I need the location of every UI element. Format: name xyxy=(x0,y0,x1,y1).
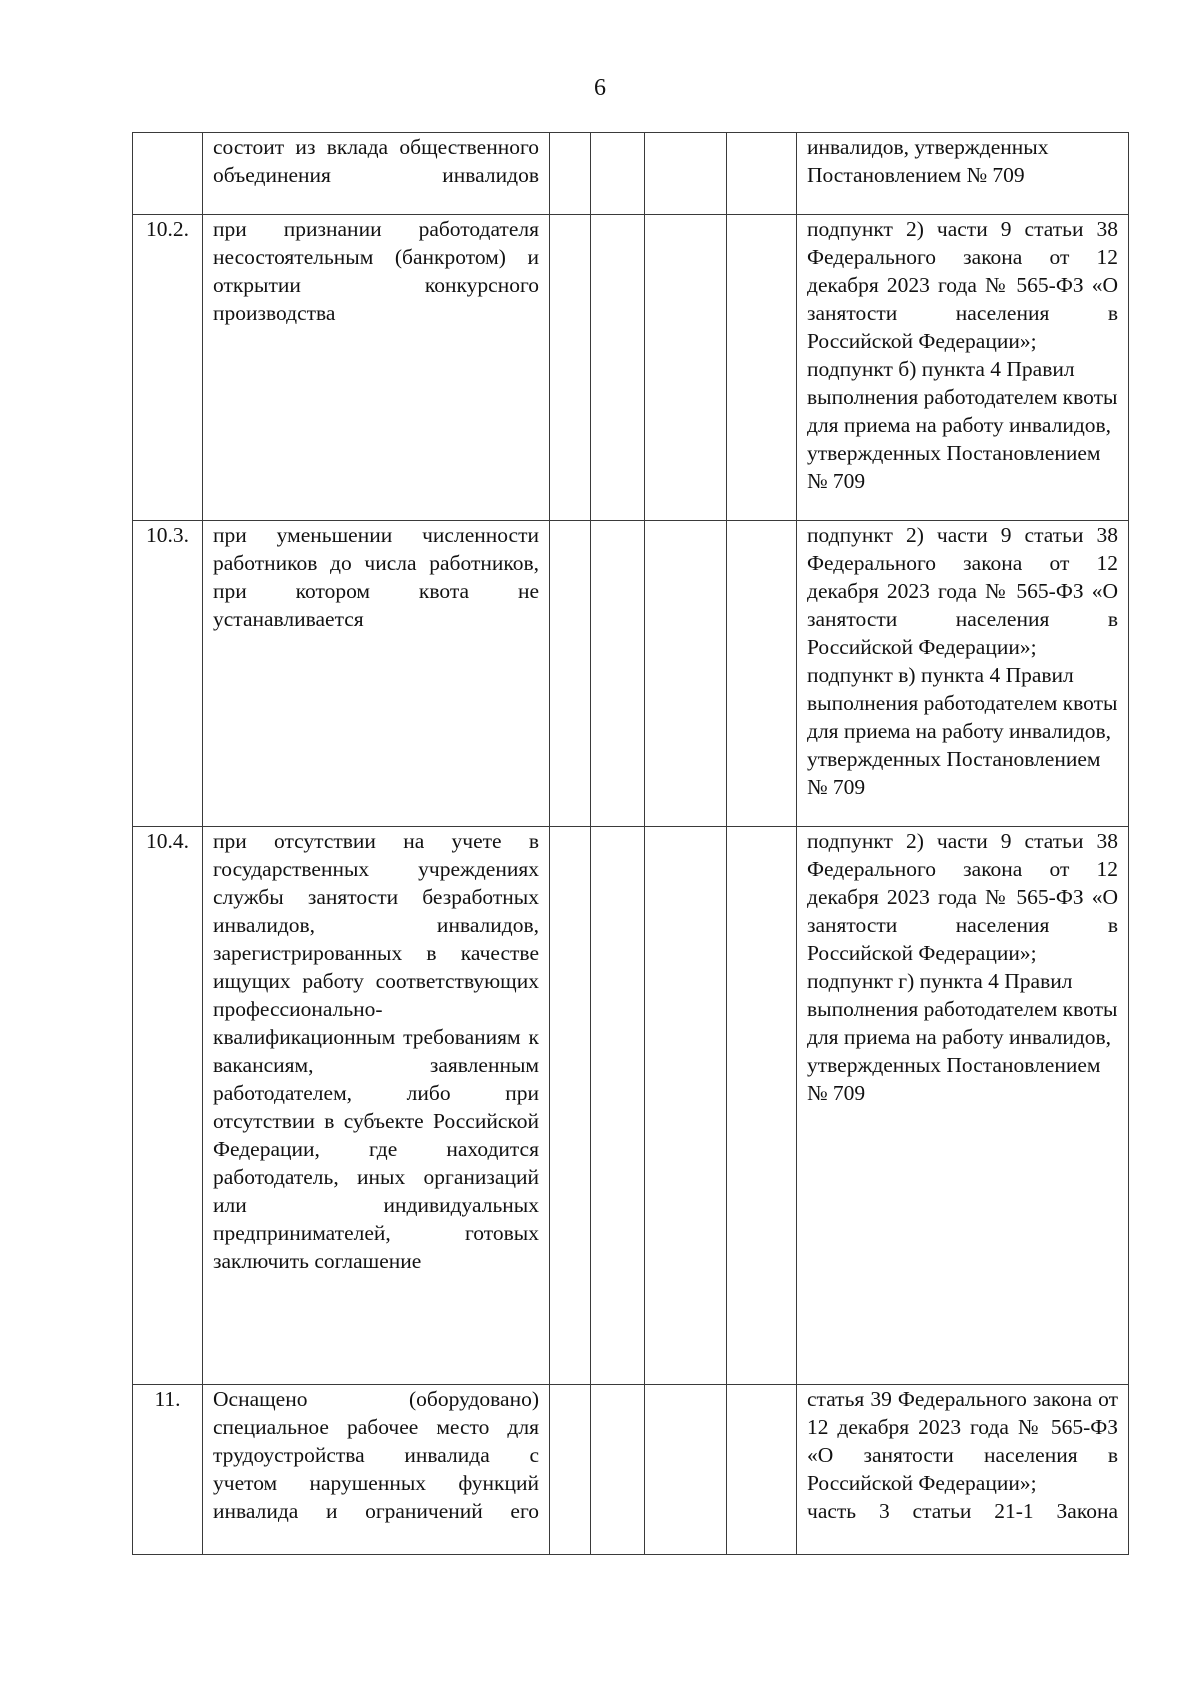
note-cell xyxy=(727,827,797,1385)
answer-yes-cell xyxy=(550,133,591,215)
row-number: 10.2. xyxy=(133,215,203,521)
table-row xyxy=(133,827,1129,1385)
table-row xyxy=(133,215,1129,521)
answer-yes-cell xyxy=(550,521,591,827)
row-legal-basis: подпункт 2) части 9 статьи 38 Федерального закона от 12 декабря 2023 года № 565-ФЗ «О занятости населения в Российской Федерации»; подпункт г) пункта 4 Правил выполнения работодателем квоты для приема на работу инвалидов, утвержденных Постановлением № 709 xyxy=(797,827,1129,1385)
row-legal-basis: подпункт 2) части 9 статьи 38 Федерального закона от 12 декабря 2023 года № 565-ФЗ «О занятости населения в Российской Федерации»; подпункт б) пункта 4 Правил выполнения работодателем квоты для приема на работу инвалидов, утвержденных Постановлением № 709 xyxy=(797,215,1129,521)
answer-na-cell xyxy=(645,521,727,827)
answer-na-cell xyxy=(645,1385,727,1555)
answer-no-cell xyxy=(591,521,645,827)
table-row xyxy=(133,521,1129,827)
answer-na-cell xyxy=(645,133,727,215)
requirements-table xyxy=(132,132,1129,1555)
answer-no-cell xyxy=(591,1385,645,1555)
answer-no-cell xyxy=(591,827,645,1385)
row-description: состоит из вклада общественного объединения инвалидов xyxy=(203,133,550,215)
note-cell xyxy=(727,215,797,521)
answer-no-cell xyxy=(591,215,645,521)
row-number: 10.3. xyxy=(133,521,203,827)
row-legal-basis: статья 39 Федерального закона от 12 декабря 2023 года № 565-ФЗ «О занятости населения в Российской Федерации»; часть 3 статьи 21-1 Закона xyxy=(797,1385,1129,1555)
note-cell xyxy=(727,521,797,827)
answer-yes-cell xyxy=(550,1385,591,1555)
row-number: 10.4. xyxy=(133,827,203,1385)
page-number: 6 xyxy=(594,75,606,101)
row-description: при признании работодателя несостоятельным (банкротом) и открытии конкурсного производства xyxy=(203,215,550,521)
row-description: при уменьшении численности работников до числа работников, при котором квота не устанавливается xyxy=(203,521,550,827)
row-description: Оснащено (оборудовано) специальное рабочее место для трудоустройства инвалида с учетом нарушенных функций инвалида и ограничений его xyxy=(203,1385,550,1555)
row-number xyxy=(133,133,203,215)
row-number: 11. xyxy=(133,1385,203,1555)
table-row xyxy=(133,133,1129,215)
row-legal-basis: инвалидов, утвержденных Постановлением № 709 xyxy=(797,133,1129,215)
row-legal-basis: подпункт 2) части 9 статьи 38 Федерального закона от 12 декабря 2023 года № 565-ФЗ «О занятости населения в Российской Федерации»; подпункт в) пункта 4 Правил выполнения работодателем квоты для приема на работу инвалидов, утвержденных Постановлением № 709 xyxy=(797,521,1129,827)
note-cell xyxy=(727,1385,797,1555)
answer-no-cell xyxy=(591,133,645,215)
note-cell xyxy=(727,133,797,215)
row-description: при отсутствии на учете в государственных учреждениях службы занятости безработных инвалидов, инвалидов, зарегистрированных в качестве ищущих работу соответствующих профессионально-квалификационным требованиям к вакансиям, заявленным работодателем, либо при отсутствии в субъекте Российской Федерации, где находится работодатель, иных организаций или индивидуальных предпринимателей, готовых заключить соглашение xyxy=(203,827,550,1385)
answer-yes-cell xyxy=(550,215,591,521)
answer-na-cell xyxy=(645,827,727,1385)
table-row xyxy=(133,1385,1129,1555)
answer-yes-cell xyxy=(550,827,591,1385)
answer-na-cell xyxy=(645,215,727,521)
